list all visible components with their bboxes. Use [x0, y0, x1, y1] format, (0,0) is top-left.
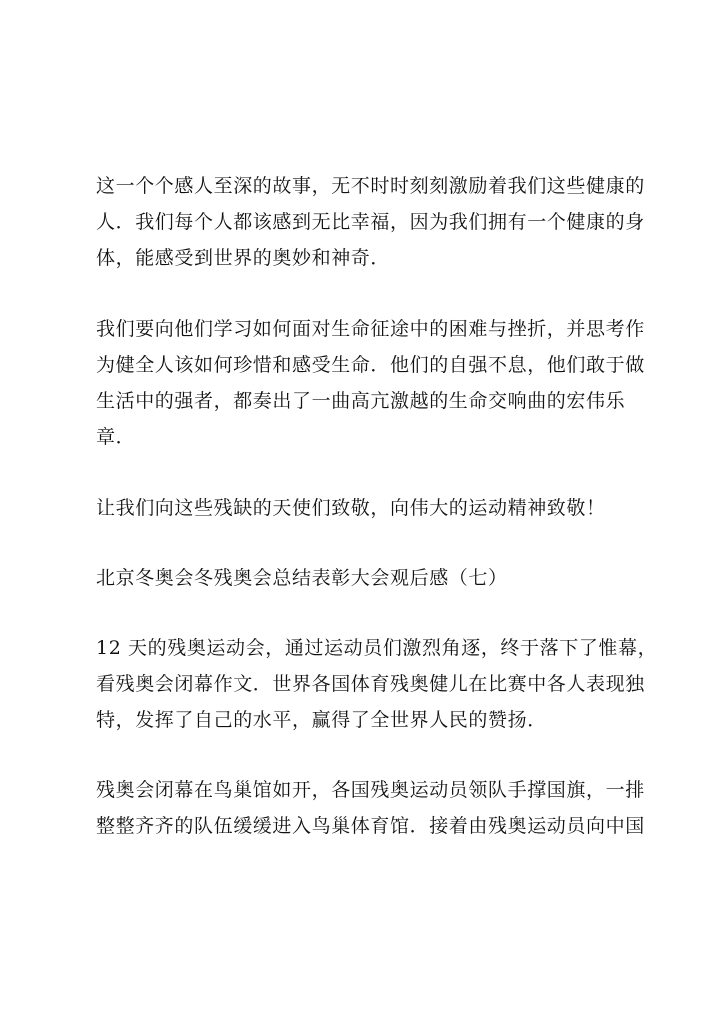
heading-line: 北京冬奥会冬残奥会总结表彰大会观后感（七） — [96, 567, 508, 589]
text-line: 整整齐齐的队伍缓缓进入鸟巢体育馆．接着由残奥运动员向中国 — [96, 815, 645, 837]
text-line: 看残奥会闭幕作文．世界各国体育残奥健儿在比赛中各人表现独 — [96, 673, 645, 695]
text-line: 人．我们每个人都该感到无比幸福，因为我们拥有一个健康的身 — [96, 211, 645, 233]
paragraph-learn — [96, 311, 645, 455]
paragraph-salute — [96, 490, 636, 526]
text-line: 12 天的残奥运动会，通过运动员们激烈角逐，终于落下了惟幕， — [96, 637, 658, 659]
text-line: 为健全人该如何珍惜和感受生命．他们的自强不息，他们敢于做 — [96, 354, 645, 376]
text-line: 生活中的强者，都奏出了一曲高亢激越的生命交响曲的宏伟乐 — [96, 390, 626, 412]
paragraph-closing — [96, 772, 645, 844]
text-line: 这一个个感人至深的故事，无不时时刻刻激励着我们这些健康的 — [96, 175, 645, 197]
text-line: 我们要向他们学习如何面对生命征途中的困难与挫折，并思考作 — [96, 318, 645, 340]
text-line: 残奥会闭幕在鸟巢馆如开，各国残奥运动员领队手撑国旗，一排 — [96, 779, 645, 801]
text-line: 章． — [96, 426, 136, 448]
paragraph-stories — [96, 168, 645, 276]
document-body — [96, 168, 658, 844]
text-line: 体，能感受到世界的奥妙和神奇． — [96, 247, 391, 269]
text-line: 特，发挥了自己的水平，赢得了全世界人民的赞扬． — [96, 709, 547, 731]
section-heading — [96, 560, 636, 596]
paragraph-games — [96, 630, 658, 738]
text-line: 让我们向这些残缺的天使们致敬，向伟大的运动精神致敬！ — [96, 497, 606, 519]
